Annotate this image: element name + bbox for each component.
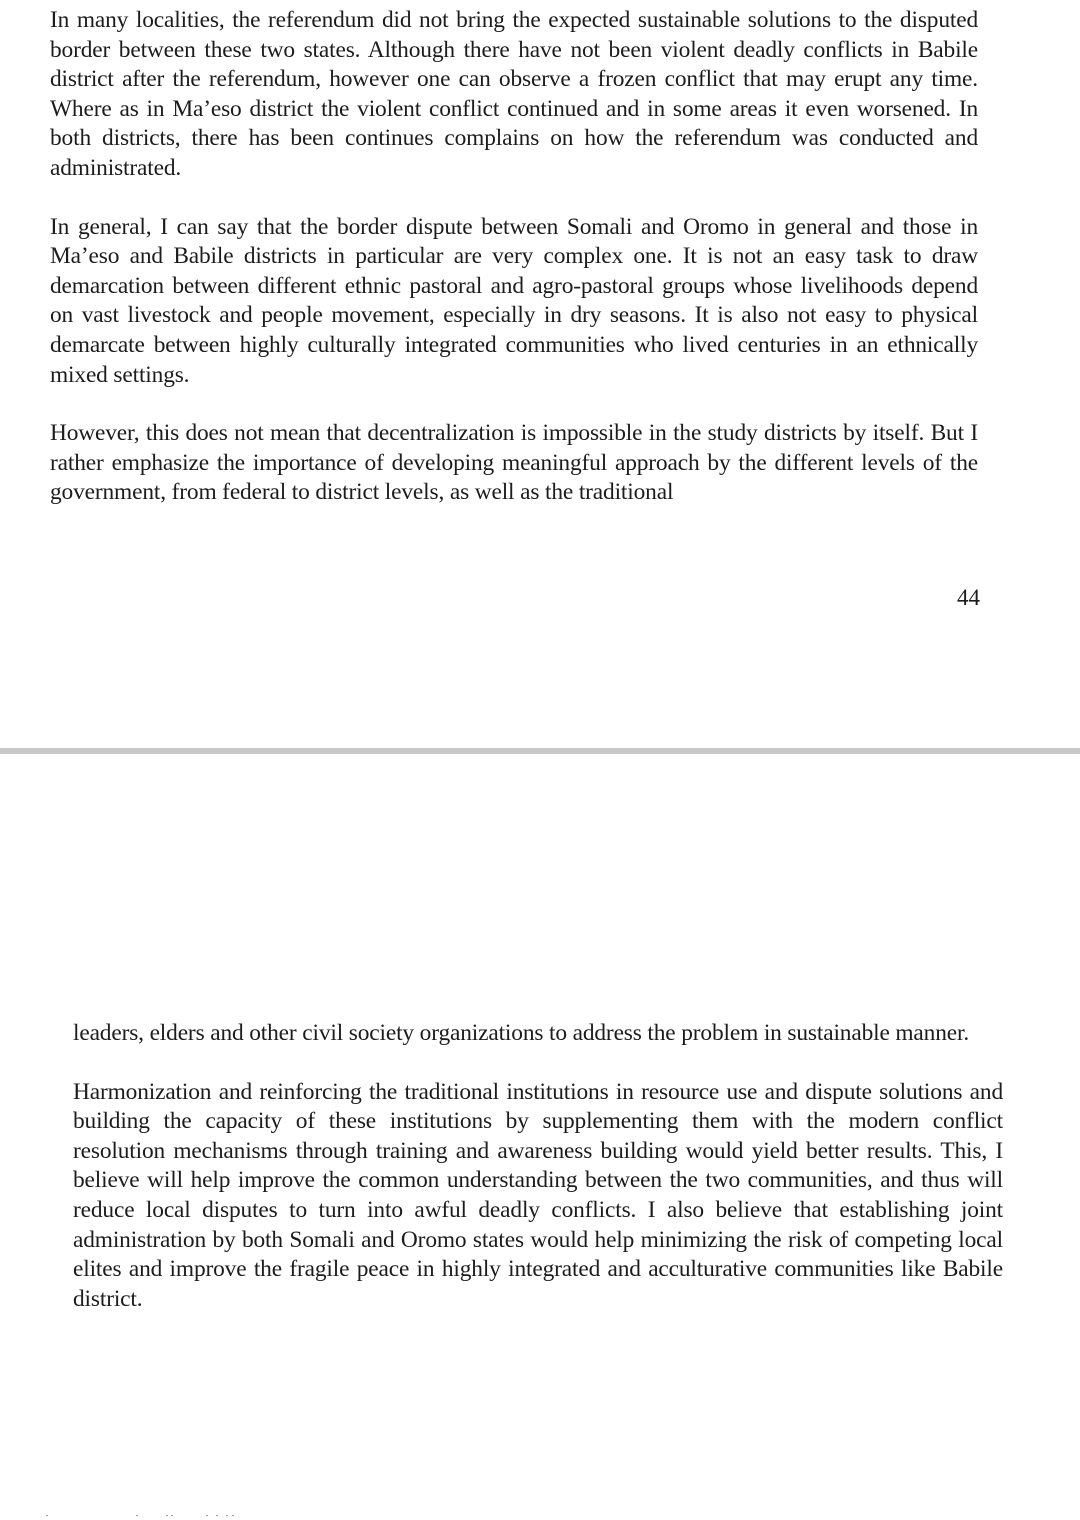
paragraph-harmonization: Harmonization and reinforcing the traditional institutions in resource use and dispute solutions and building the capacity of these institutions by supplementing them with the modern conflict resolution mechanisms through training and awareness building would yield better results. This, I believe will help improve the common understanding between the two communities, and thus will reduce local disputes to turn into awful deadly conflicts. I also believe that establishing joint administration by both Somali and Oromo states would help minimizing the risk of competing local elites and improve the fragile peace in highly integrated and acculturative communities like Babile district. xyxy=(73,1078,1003,1312)
scan-artifact xyxy=(40,1512,240,1520)
top-page-body xyxy=(50,6,978,508)
bottom-page-body xyxy=(73,1019,1003,1314)
paragraph-referendum: In many localities, the referendum did not bring the expected sustainable solutions to the disputed border between these two states. Although there have not been violent deadly conflicts in Babile district after the referendum, however one can observe a frozen conflict that may erupt any time. Where as in Ma’eso district the violent conflict continued and in some areas it even worsened. In both districts, there has been continues complains on how the referendum was conducted and administrated. xyxy=(50,7,978,181)
paragraph-continuation: leaders, elders and other civil society organizations to address the problem in sustainable manner. xyxy=(73,1020,970,1046)
paragraph-decentralization: However, this does not mean that decentralization is impossible in the study districts by itself. But I rather emphasize the importance of developing meaningful approach by the different levels of the government, from federal to district levels, as well as the traditional xyxy=(50,420,978,506)
document-page-top xyxy=(0,0,1080,748)
paragraph-border-dispute: In general, I can say that the border dispute between Somali and Oromo in general and those in Ma’eso and Babile districts in particular are very complex one. It is not an easy task to draw demarcation between different ethnic pastoral and agro-pastoral groups whose livelihoods depend on vast livestock and people movement, especially in dry seasons. It is also not easy to physical demarcate between highly culturally integrated communities who lived centuries in an ethnically mixed settings. xyxy=(50,213,978,388)
page-number: 44 xyxy=(957,585,980,610)
